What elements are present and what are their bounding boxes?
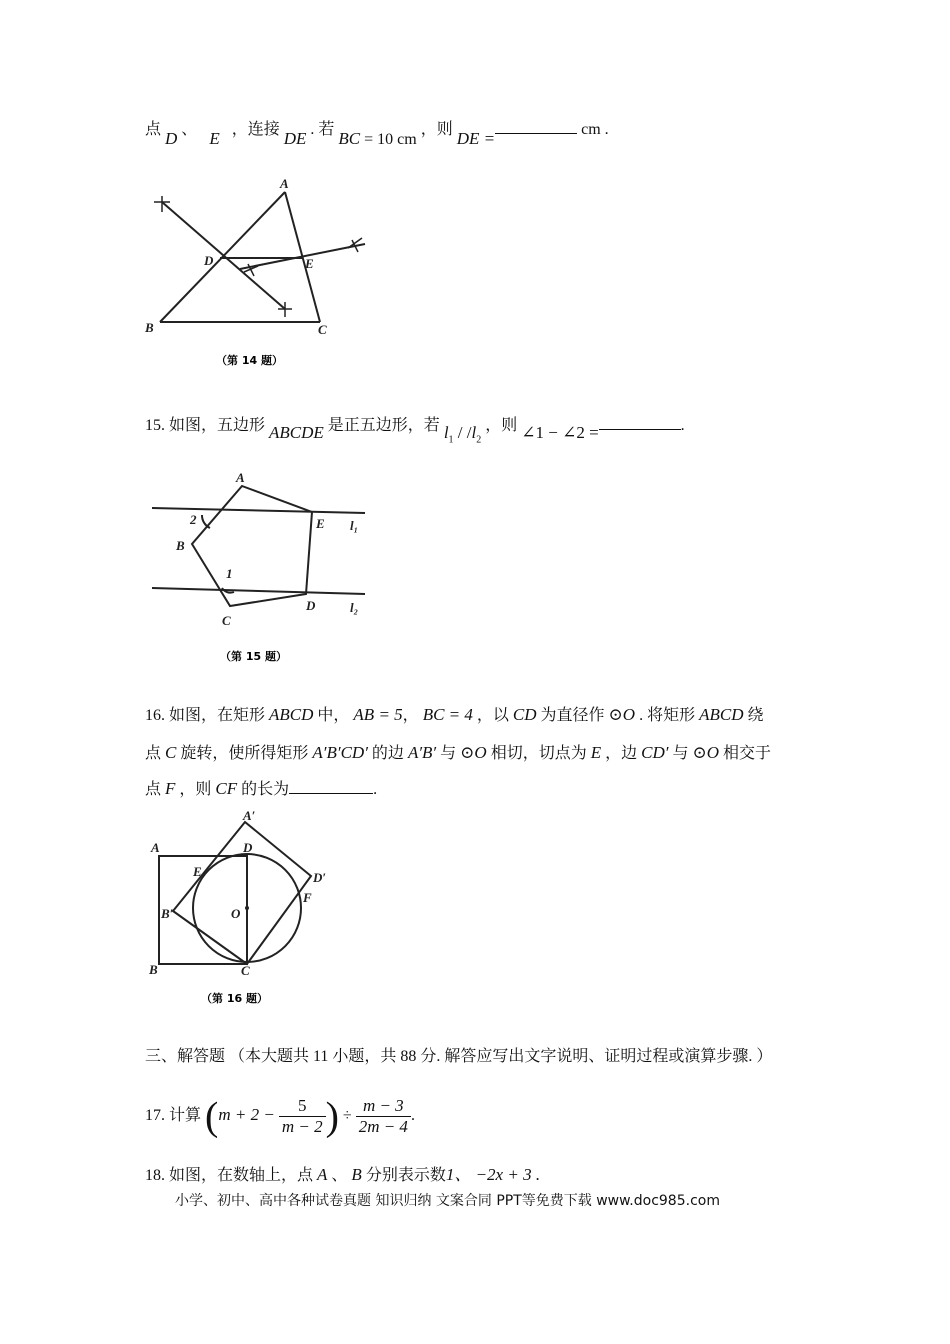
fig15-label-l2: l₂ [350,600,359,615]
circle-o-2: ⊙O [460,743,487,762]
fig15-label-b: B [176,538,185,553]
fig16-label-c: C [241,963,250,978]
fig14-label-c: C [318,322,327,337]
q17-inner: m + 2 − [218,1105,275,1124]
fig16-caption: （第 16 题） [201,992,268,1005]
q14-line [145,118,609,148]
q14-text-c: . 若 [310,121,335,138]
right-paren: ) [325,1093,339,1139]
rect-abcd: ABCD [269,705,314,724]
q15-text-a: 是正五边形，若 [327,417,440,434]
angle-expr: ∠1 − ∠2 = [521,423,599,442]
fraction-1: $\frac{5}{m - 2}$ [279,1096,326,1137]
q18-sep: 、 [331,1167,348,1184]
fig16-label-f: F [303,890,312,905]
q14-sep: 、 [181,121,198,138]
q16-text-2g: 与 [672,745,689,762]
fig16-label-d-prime: D′ [313,870,327,885]
q16-line-3 [145,778,377,801]
fig16-label-a: A [151,840,160,855]
point-c: C [165,743,177,762]
pentagon-name: ABCDE [269,423,324,442]
rect-rotated: A′B′CD′ [312,743,368,762]
fig14-caption: （第 14 题） [216,354,283,367]
bc-value: = 10 cm [360,131,417,148]
segment-cf: CF [215,779,238,798]
q16-text-2c: 的边 [371,745,404,762]
fig16-label-e: E [193,864,202,879]
q15-end: . [680,417,685,434]
q16-text-2d: 与 [440,745,457,762]
fig15-label-1: 1 [226,566,233,581]
q14-text-d: ，则 [420,121,453,138]
q18-text: 分别表示数 [365,1167,446,1184]
point-a: A [317,1165,328,1184]
circle-o-3: ⊙O [692,743,720,762]
fig15-label-a: A [236,470,245,485]
section-3-heading: 三、解答题 （本大题共 11 小题，共 88 分. 解答应写出文字说明、证明过程或演算步骤. ） [145,1048,773,1065]
fig15-label-c: C [222,613,231,628]
line-l1: $l_1 / /l_2$ [443,423,482,446]
q17-line [145,1090,415,1140]
fig14-label-a: A [280,176,289,191]
q16-text-2b: 旋转，使所得矩形 [180,745,309,762]
point-e-tangent: E [590,743,602,762]
fig14-label-b: B [145,320,154,335]
q18-number: 18. 如图，在数轴上，点 [145,1167,314,1184]
point-e: E [209,129,220,148]
fig15-label-d: D [306,598,316,613]
fig15-label-l1: l₁ [350,518,359,533]
q16-end: . [373,781,378,798]
fig16-label-b-prime: B′ [161,906,174,921]
q17-number: 17. 计算 [145,1107,202,1124]
q16-number: 16. 如图，在矩形 [145,707,266,724]
bc-value: BC = 4 [422,705,473,724]
fig15-label-2: 2 [190,512,197,527]
ab-value: AB = 5 [353,705,403,724]
division-sign: ÷ [342,1107,352,1124]
figure-16 [145,808,345,1013]
figure-15 [150,470,380,670]
q16-text-2h: 相交于 [723,745,772,762]
cd-diameter: CD [512,705,537,724]
q17-end: . [410,1107,415,1124]
q16-text-3c: 的长为 [241,781,290,798]
q16-comma: ， [402,707,419,724]
footer-text: 小学、初中、高中各种试卷真题 知识归纳 文案合同 PPT等免费下载 www.doc985.com [175,1193,720,1209]
q16-answer-blank[interactable] [289,779,373,794]
q16-text-c: ，以 [476,707,509,724]
point-d: D [165,129,178,148]
q15-text-b: ，则 [485,417,518,434]
segment-de: DE [283,129,307,148]
q16-text-3b: ，则 [179,781,212,798]
point-f: F [165,779,176,798]
q15-number: 15. 如图，五边形 [145,417,266,434]
q14-answer-blank[interactable] [495,119,577,134]
q16-text: 中， [317,707,350,724]
fig14-label-e: E [305,256,314,271]
q16-text-3a: 点 [145,781,162,798]
q16-text-f: 绕 [747,707,764,724]
q16-text-2f: ，边 [605,745,638,762]
rect-abcd-2: ABCD [699,705,744,724]
fig16-label-a-prime: A′ [243,808,256,823]
left-paren: ( [205,1093,219,1139]
fraction-2: $\frac{m - 3}{2m - 4}$ [356,1096,411,1137]
q18-values: 1、 −2x + 3 . [445,1165,541,1184]
fig16-label-d: D [243,840,253,855]
side-ab-prime: A′B′ [407,743,437,762]
q14-answer-left: DE = [456,129,496,148]
fig14-label-d: D [204,253,214,268]
q16-text-2e: 相切，切点为 [490,745,587,762]
q14-text: 点 [145,121,162,138]
fig16-label-o: O [231,906,241,921]
q16-text-d: 为直径作 [540,707,605,724]
q16-line-2 [145,742,771,765]
q15-line [145,414,685,446]
q14-text-b: ，连接 [231,121,280,138]
figure-14 [140,172,380,377]
q15-answer-blank[interactable] [599,415,681,430]
q16-line-1 [145,704,764,727]
q16-text-2a: 点 [145,745,162,762]
point-b: B [351,1165,362,1184]
fig15-label-e: E [316,516,325,531]
fig16-label-b: B [149,962,158,977]
q14-unit: cm . [581,121,609,138]
fig15-caption: （第 15 题） [220,650,287,663]
q16-text-e: . 将矩形 [639,707,696,724]
circle-o: ⊙O [608,705,636,724]
bc-condition: BC [338,129,361,148]
q18-line [145,1164,540,1187]
side-cd-prime: CD′ [641,743,669,762]
